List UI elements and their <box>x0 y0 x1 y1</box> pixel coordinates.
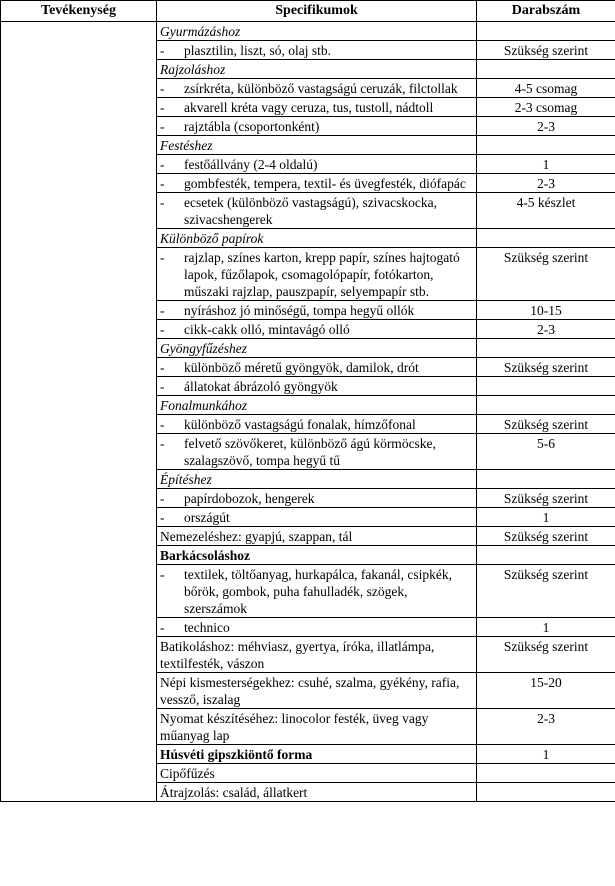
list-dash: - <box>160 157 165 172</box>
quantity-cell <box>477 783 615 802</box>
spec-item <box>160 302 473 319</box>
list-dash: - <box>160 417 165 432</box>
quantity-cell: 15-20 <box>477 673 615 709</box>
quantity-cell: 10-15 <box>477 301 615 320</box>
spec-item-cell <box>157 377 477 396</box>
list-dash: - <box>160 491 165 506</box>
spec-item-cell <box>157 174 477 193</box>
quantity-cell: Szükség szerint <box>477 637 615 673</box>
spec-item-text: technico <box>184 620 230 635</box>
category-label: Gyurmázáshoz <box>157 22 477 41</box>
spec-item-text: felvető szövőkeret, különböző ágú körmöcske, szalagszövő, tompa hegyű tű <box>184 436 436 468</box>
spec-text: Népi kismesterségekhez: csuhé, szalma, gyékény, rafia, vessző, iszalag <box>157 673 477 709</box>
quantity-cell: Szükség szerint <box>477 489 615 508</box>
spec-item-text: plasztilin, liszt, só, olaj stb. <box>184 43 331 58</box>
quantity-cell: 4-5 csomag <box>477 79 615 98</box>
spec-item-cell <box>157 117 477 136</box>
spec-item-text: ecsetek (különböző vastagságú), szivacskocka, szivacshengerek <box>184 195 438 227</box>
spec-item-cell <box>157 79 477 98</box>
quantity-cell: Szükség szerint <box>477 527 615 546</box>
quantity-cell: 2-3 <box>477 117 615 136</box>
spec-item <box>160 118 473 135</box>
spec-item-text: országút <box>184 510 230 525</box>
spec-item-cell <box>157 618 477 637</box>
list-dash: - <box>160 303 165 318</box>
spec-item-text: textilek, töltőanyag, hurkapálca, fakanál, csipkék, bőrök, gombok, puha fahulladék, szögek, szerszámok <box>184 567 453 616</box>
list-dash: - <box>160 119 165 134</box>
quantity-cell <box>477 22 615 41</box>
quantity-cell <box>477 339 615 358</box>
list-dash: - <box>160 195 165 210</box>
section-heading: Barkácsoláshoz <box>157 546 477 565</box>
spec-item-cell <box>157 155 477 174</box>
quantity-cell <box>477 546 615 565</box>
spec-item <box>160 378 473 395</box>
quantity-cell <box>477 60 615 79</box>
list-dash: - <box>160 43 165 58</box>
spec-text: Nyomat készítéséhez: linocolor festék, üveg vagy műanyag lap <box>157 709 477 745</box>
header-row <box>1 1 615 22</box>
quantity-cell: 4-5 készlet <box>477 193 615 229</box>
quantity-cell: Szükség szerint <box>477 415 615 434</box>
spec-item-text: különböző vastagságú fonalak, hímzőfonal <box>184 417 416 432</box>
spec-text: Batikoláshoz: méhviasz, gyertya, íróka, illatlámpa, textilfesték, vászon <box>157 637 477 673</box>
quantity-cell: Szükség szerint <box>477 565 615 618</box>
spec-item <box>160 619 473 636</box>
list-dash: - <box>160 322 165 337</box>
spec-item <box>160 156 473 173</box>
spec-item-cell <box>157 98 477 117</box>
spec-item <box>160 175 473 192</box>
spec-item-text: festőállvány (2-4 oldalú) <box>184 157 318 172</box>
spec-item <box>160 566 473 617</box>
spec-item-text: akvarell kréta vagy ceruza, tus, tustoll, nádtoll <box>184 100 434 115</box>
quantity-cell <box>477 470 615 489</box>
spec-item <box>160 80 473 97</box>
quantity-cell: 1 <box>477 508 615 527</box>
quantity-cell: 5-6 <box>477 434 615 470</box>
quantity-cell: 1 <box>477 618 615 637</box>
category-label: Építéshez <box>157 470 477 489</box>
spec-item-text: cikk-cakk olló, mintavágó olló <box>184 322 350 337</box>
table-body <box>1 22 615 802</box>
spec-item-cell <box>157 248 477 301</box>
spec-item-cell <box>157 489 477 508</box>
category-label: Festéshez <box>157 136 477 155</box>
quantity-cell: Szükség szerint <box>477 358 615 377</box>
spec-item <box>160 249 473 300</box>
quantity-cell: 2-3 <box>477 174 615 193</box>
list-dash: - <box>160 81 165 96</box>
quantity-cell <box>477 396 615 415</box>
spec-item-cell <box>157 508 477 527</box>
list-dash: - <box>160 360 165 375</box>
spec-item <box>160 99 473 116</box>
quantity-cell: 2-3 <box>477 709 615 745</box>
spec-item-cell <box>157 358 477 377</box>
quantity-cell: 1 <box>477 155 615 174</box>
quantity-cell <box>477 136 615 155</box>
header-quantity: Darabszám <box>477 1 615 22</box>
spec-text: Átrajzolás: család, állatkert <box>157 783 477 802</box>
spec-item-text: nyíráshoz jó minőségű, tompa hegyű ollók <box>184 303 415 318</box>
spec-text: Nemezeléshez: gyapjú, szappan, tál <box>157 527 477 546</box>
spec-item <box>160 509 473 526</box>
category-label: Különböző papírok <box>157 229 477 248</box>
spec-item-cell <box>157 41 477 60</box>
list-dash: - <box>160 436 165 451</box>
quantity-cell: 2-3 csomag <box>477 98 615 117</box>
category-label: Fonalmunkához <box>157 396 477 415</box>
spec-item-cell <box>157 565 477 618</box>
spec-item <box>160 435 473 469</box>
quantity-cell <box>477 229 615 248</box>
spec-item <box>160 490 473 507</box>
spec-item-text: rajztábla (csoportonként) <box>184 119 320 134</box>
quantity-cell: 1 <box>477 745 615 764</box>
list-dash: - <box>160 176 165 191</box>
list-dash: - <box>160 100 165 115</box>
spec-item <box>160 194 473 228</box>
category-label: Gyöngyfűzéshez <box>157 339 477 358</box>
spec-item-text: papírdobozok, hengerek <box>184 491 315 506</box>
spec-item-text: különböző méretű gyöngyök, damilok, drót <box>184 360 419 375</box>
table-row <box>1 22 615 41</box>
quantity-cell <box>477 764 615 783</box>
quantity-cell: Szükség szerint <box>477 41 615 60</box>
list-dash: - <box>160 567 165 582</box>
header-specifics: Specifikumok <box>157 1 477 22</box>
spec-item-text: zsírkréta, különböző vastagságú ceruzák, filctollak <box>184 81 458 96</box>
spec-item <box>160 359 473 376</box>
header-activity: Tevékenység <box>1 1 157 22</box>
list-dash: - <box>160 379 165 394</box>
quantity-cell <box>477 377 615 396</box>
spec-text: Cipőfűzés <box>157 764 477 783</box>
spec-item <box>160 42 473 59</box>
spec-item-cell <box>157 301 477 320</box>
spec-item-cell <box>157 193 477 229</box>
spec-item-text: állatokat ábrázoló gyöngyök <box>184 379 338 394</box>
spec-item-text: gombfesték, tempera, textil- és üvegfesték, diófapác <box>184 176 466 191</box>
spec-item-cell <box>157 434 477 470</box>
spec-item-cell <box>157 415 477 434</box>
quantity-cell: 2-3 <box>477 320 615 339</box>
spec-item-cell <box>157 320 477 339</box>
list-dash: - <box>160 620 165 635</box>
spec-item <box>160 321 473 338</box>
quantity-cell: Szükség szerint <box>477 248 615 301</box>
category-label: Rajzoláshoz <box>157 60 477 79</box>
section-heading: Húsvéti gipszkiöntő forma <box>157 745 477 764</box>
list-dash: - <box>160 250 165 265</box>
spec-item <box>160 416 473 433</box>
activity-cell <box>1 22 157 802</box>
list-dash: - <box>160 510 165 525</box>
spec-item-text: rajzlap, színes karton, krepp papír, színes hajtogató lapok, fűzőlapok, csomagolópapír, fotókarton, műszaki rajzlap, pauszpapír, selyempapír stb. <box>184 250 460 299</box>
